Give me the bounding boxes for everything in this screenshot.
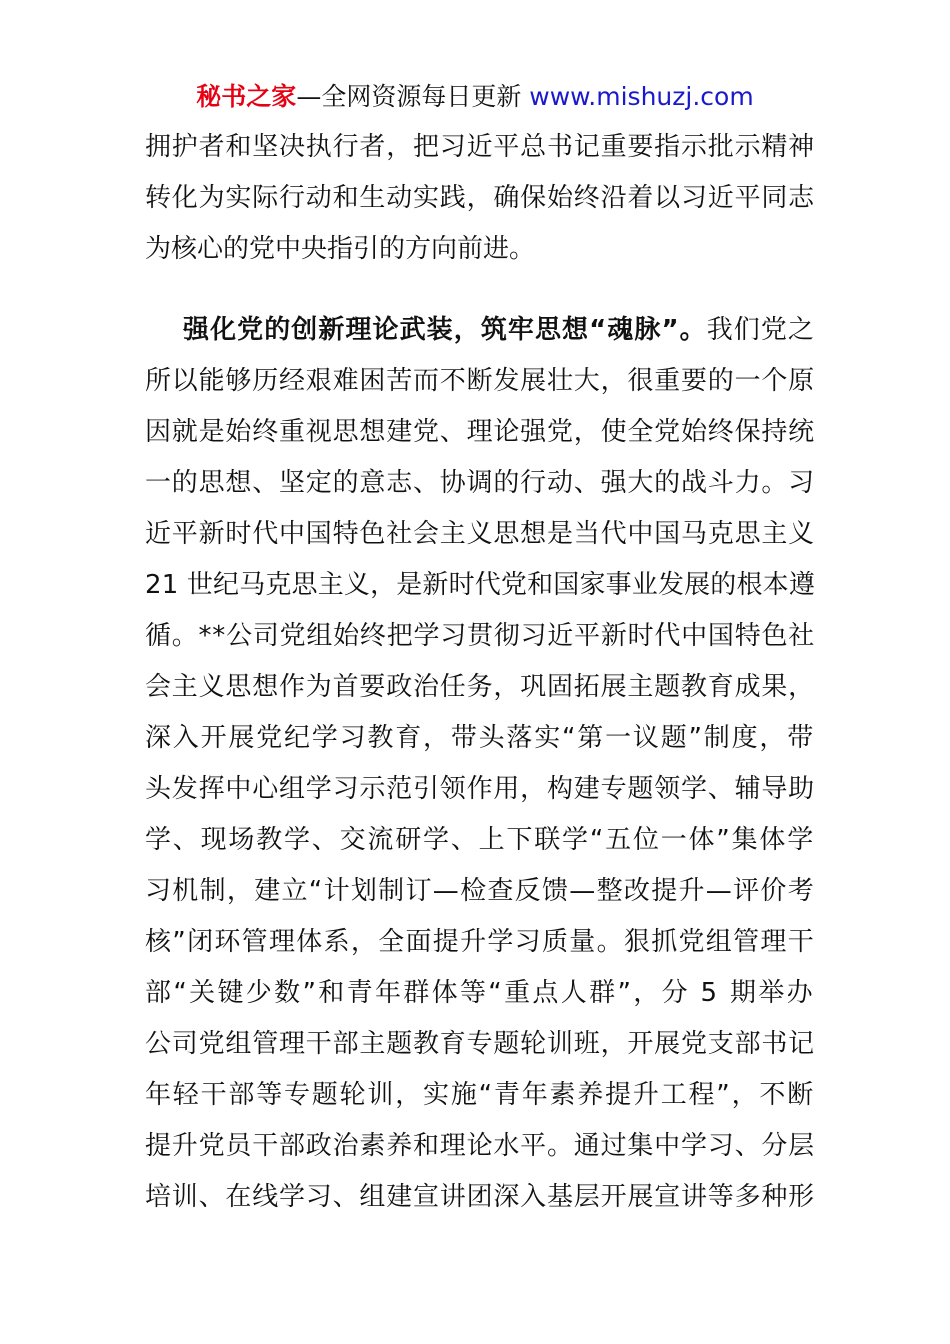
text-line [145, 305, 815, 356]
text-line: 部“关键少数”和青年群体等“重点人群”，分 5 期举办 [145, 978, 815, 1008]
text-line: 会主义思想作为首要政治任务，巩固拓展主题教育成果， [145, 672, 815, 702]
text-line: 因就是始终重视思想建党、理论强党，使全党始终保持统 [145, 417, 815, 447]
text-line: 头发挥中心组学习示范引领作用，构建专题领学、辅导助 [145, 774, 815, 804]
text-line: 所以能够历经艰难困苦而不断发展壮大，很重要的一个原 [145, 366, 815, 396]
text-line: 公司党组管理干部主题教育专题轮训班，开展党支部书记 [145, 1029, 815, 1059]
site-header [0, 80, 950, 114]
text-line: 拥护者和坚决执行者，把习近平总书记重要指示批示精神 [145, 132, 815, 162]
text-line: 习机制，建立“计划制订—检查反馈—整改提升—评价考 [145, 876, 815, 906]
text-line: 近平新时代中国特色社会主义思想是当代中国马克思主义 [145, 519, 815, 549]
document-body [145, 122, 815, 1223]
text-line: 21 世纪马克思主义，是新时代党和国家事业发展的根本遵 [145, 570, 815, 600]
site-tagline: —全网资源每日更新 [296, 82, 530, 111]
text-line: 年轻干部等专题轮训，实施“青年素养提升工程”，不断 [145, 1080, 815, 1110]
text-line: 循。**公司党组始终把学习贯彻习近平新时代中国特色社 [145, 621, 815, 651]
text-line: 为核心的党中央指引的方向前进。 [145, 234, 536, 264]
text-line: 核”闭环管理体系，全面提升学习质量。狠抓党组管理干 [145, 927, 815, 957]
paragraph-1 [145, 122, 815, 275]
text-line: 提升党员干部政治素养和理论水平。通过集中学习、分层 [145, 1131, 815, 1161]
text-line: 培训、在线学习、组建宣讲团深入基层开展宣讲等多种形 [145, 1182, 815, 1212]
text-line: 一的思想、坚定的意志、协调的行动、强大的战斗力。习 [145, 468, 815, 498]
heading-trailing-text: 我们党之 [706, 315, 815, 345]
text-line: 转化为实际行动和生动实践，确保始终沿着以习近平同志 [145, 183, 815, 213]
section-heading: 强化党的创新理论武装，筑牢思想“魂脉”。 [183, 315, 707, 345]
text-line: 学、现场教学、交流研学、上下联学“五位一体”集体学 [145, 825, 815, 855]
paragraph-2 [145, 305, 815, 1223]
text-line: 深入开展党纪学习教育，带头落实“第一议题”制度，带 [145, 723, 815, 753]
site-brand: 秘书之家 [196, 82, 297, 111]
site-url-link[interactable]: www.mishuzj.com [529, 82, 754, 111]
